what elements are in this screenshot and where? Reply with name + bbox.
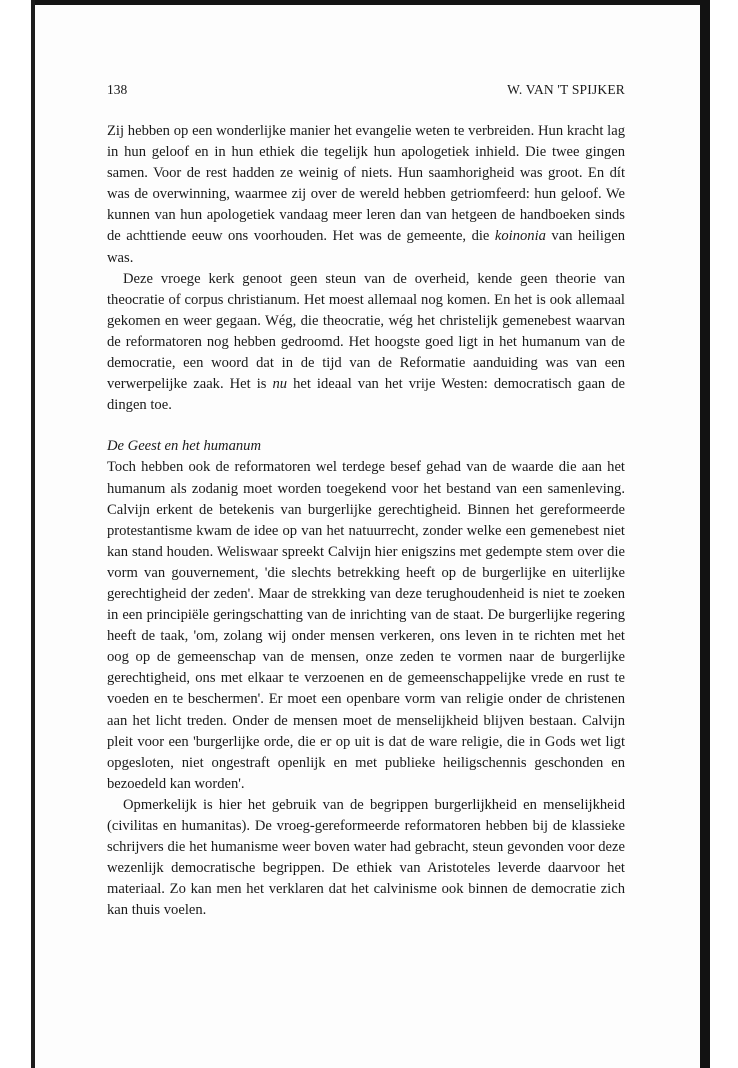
running-head: W. VAN 'T SPIJKER — [507, 82, 625, 97]
paragraph-3: Toch hebben ook de reformatoren wel terdege besef gehad van de waarde die aan het humanum als zodanig moet worden toegekend voor het bestand van een samenleving. Calvijn erkent de betekenis van burgerlijke gerechtigheid. Binnen het gereformeerde protestantisme kwam de idee op van het natuurrecht, zonder welke een gemenebest niet kan stand houden. Weliswaar spreekt Calvijn hier enigszins met gedempte stem over die vorm van gouvernement, 'die slechts betrekking heeft op de burgerlijke en uiterlijke gerechtigheid der zeden'. Maar de strekking van deze terughoudenheid is niet te zoeken in een principiële geringschatting van de inrichting van de staat. De burgerlijke regering heeft de taak, 'om, zolang wij onder mensen verkeren, ons leven in te richten met het oog op de gemeenschap van de mensen, onze zeden te vormen naar de burgerlijke gerechtigheid, ons met elkaar te verzoenen en de gemeenschappelijke vrede en rust te voeden en te beschermen'. Er moet een openbare vorm van religie onder de christenen aan het licht treden. Onder de mensen moet de menselijkheid blijven bestaan. Calvijn pleit voor een 'burgerlijke orde, die er op uit is dat de ware religie, die in Gods wet ligt opgesloten, niet ongestraft openlijk en met publieke heiligschennis geschonden en bezoedeld kan worden'. — [107, 459, 625, 792]
page-body — [107, 121, 625, 921]
paragraph-1-emphasis: koinonia — [494, 228, 546, 245]
scan-edge-right — [700, 0, 710, 1068]
page-number: 138 — [107, 82, 128, 97]
book-page — [35, 5, 700, 1068]
paragraph-1-text-a: Zij hebben op een wonderlijke manier het evangelie weten te verbreiden. Hun kracht lag in hun geloof en in hun ethiek die tegelijk hun apologetiek inhield. Die twee gingen samen. Voor de rest hadden ze weinig of niets. Hun saamhorigheid was groot. En dít was de overwinning, waarmee zij over de wereld hebben getriomfeerd: hun geloof. We kunnen van hun apologetiek vandaag meer leren dan van hetgeen de handboeken sinds de achttiende eeuw ons voorhouden. Het was de gemeente, die — [107, 123, 625, 245]
paragraph-2-text-b: het ideaal van het vrije Westen: democratisch gaan de dingen toe. — [107, 376, 626, 414]
paragraph-1 — [107, 121, 625, 269]
paragraph-1-text-b: van heiligen was. — [107, 228, 625, 266]
paragraph-2-text-a: Deze vroege kerk genoot geen steun van de overheid, kende geen theorie van theocratie of corpus christianum. Het moest allemaal nog komen. En het is ook allemaal gekomen en weer gegaan. Wég, die theocratie, wég het christelijk gemenebest waarvan de reformatoren nog hebben gedroomd. Het hoogste goed ligt in het humanum van de democratie, een woord dat in de tijd van de Reformatie aanduiding was van een verwerpelijke zaak. Het is — [107, 270, 625, 393]
paragraph-2-emphasis: nu — [272, 376, 288, 393]
section-heading: De Geest en het humanum — [107, 438, 262, 455]
paragraph-2 — [107, 269, 625, 417]
paragraph-4: Opmerkelijk is hier het gebruik van de begrippen burgerlijkheid en menselijkheid (civilitas en humanitas). De vroeg-gereformeerde reformatoren hebben bij de klassieke schrijvers die het humanisme weer boven water had gebracht, steun gevonden voor deze wezenlijk democratische begrippen. De ethiek van Aristoteles leverde daarvoor het materiaal. Zo kan men het verklaren dat het calvinisme ook binnen de democratie zich kan thuis voelen. — [107, 796, 625, 919]
scan-margin-right — [710, 0, 738, 1068]
